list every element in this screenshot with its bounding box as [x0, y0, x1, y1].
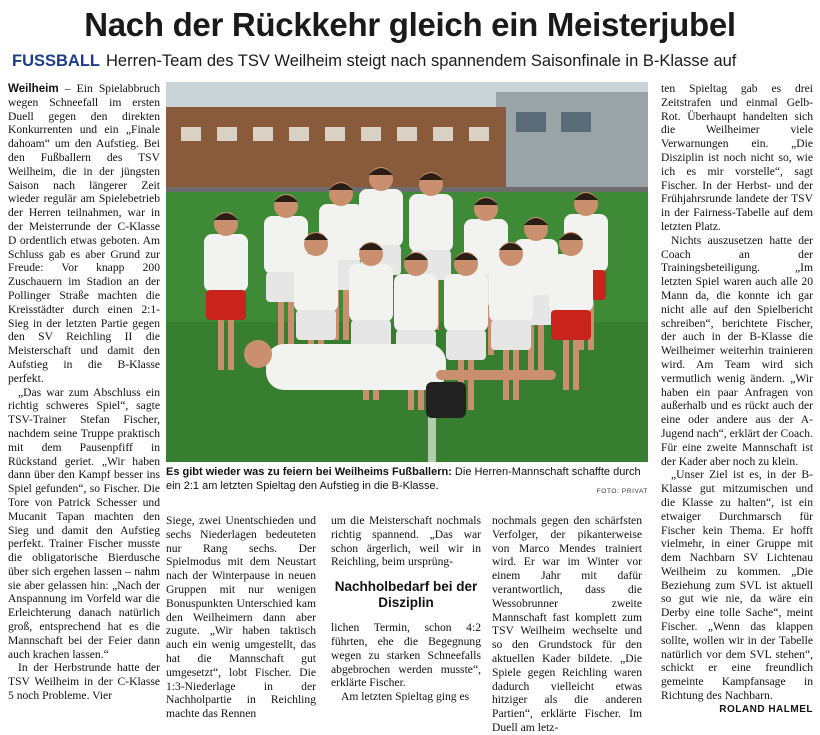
photo-player-shorts: [206, 290, 246, 320]
photo-player-leg: [343, 290, 349, 340]
photo-window: [516, 112, 546, 132]
team-photo: [166, 82, 648, 462]
article-paragraph: Am letzten Spieltag ging es: [341, 690, 470, 704]
photo-window: [253, 127, 273, 141]
photo-window: [181, 127, 201, 141]
photo-player-shirt: [294, 254, 338, 312]
article-column-2: [166, 514, 316, 721]
photo-player-shirt: [394, 274, 438, 332]
photo-player-shirt: [359, 189, 403, 247]
photo-player-leg: [228, 320, 234, 370]
photo-player-shirt: [444, 274, 488, 332]
photo-window: [325, 127, 345, 141]
photo-player-leg: [468, 360, 474, 410]
photo-building-right: [496, 92, 648, 202]
photo-window: [561, 112, 591, 132]
photo-player-leg: [538, 325, 544, 375]
subheadline-row: [12, 52, 812, 71]
photo-player-shirt: [409, 194, 453, 252]
subheadline: Herren-Team des TSV Weilheim steigt nach spannendem Saisonfinale in B-Klasse auf: [106, 52, 737, 70]
article-column-1: [8, 82, 160, 708]
photo-player-shirt: [204, 234, 248, 292]
photo-clubhouse: [166, 107, 506, 192]
photo-player-shirt: [349, 264, 393, 322]
article-paragraph: Siege, zwei Unentschieden und sechs Niederlagen bedeuteten nur Rang sechs. Der Spielmodus mit dem Neustart nach der Winterpause in neuen Gruppen mit nur wenigen Bonuspunkten Unterschied kam den Weilheimern dann aber zugute. „Wir haben taktisch auch ein wenig umgestellt, das hat die Mannschaft gut umgesetzt“, lobt Fischer. Die 1:3-Niederlage in der Nachholpartie in Reichling machte das Rennen: [166, 514, 316, 721]
photo-player-leg: [218, 320, 224, 370]
photo-lying-player-head: [244, 340, 272, 368]
photo-player-shorts: [296, 310, 336, 340]
article-paragraph: ten Spieltag gab es drei Zeitstrafen und einmal Gelb-Rot. Überhaupt handelten sich die Weilheimer viele Verwarnungen ein. „Die Disziplin ist noch nicht so, wie ich es mir vorstelle“, sagt Fischer. In der Herbst- und der Frühjahrsrunde landete der TSV in der Fairness-Tabelle auf dem letzten Platz.: [661, 82, 813, 233]
photo-player-shorts: [491, 320, 531, 350]
photo-player-leg: [573, 340, 579, 390]
photo-lying-player-shirt: [266, 344, 446, 390]
caption-text: Die Herren-Mannschaft schaffte durch ein 2:1 am letzten Spieltag den Aufstieg in die B-Klasse.: [166, 466, 641, 492]
article-column-4: [492, 514, 642, 734]
photo-caption: [166, 465, 648, 501]
article-column-3: [331, 514, 481, 708]
caption-lead: Es gibt wieder was zu feiern bei Weilheims Fußballern:: [166, 466, 452, 478]
photo-player-shorts: [446, 330, 486, 360]
team-celebration-image: [166, 82, 648, 462]
headline: Nach der Rückkehr gleich ein Meisterjubel: [84, 6, 736, 43]
photo-credit: FOTO: PRIVAT: [596, 488, 648, 495]
photo-window: [433, 127, 453, 141]
article-paragraph: „Unser Ziel ist es, in der B-Klasse gut mitzumischen und die Klasse zu halten“, ist ein etwaiger Durchmarsch für Fischer kein Thema. Er hofft vielmehr, in einer Gruppe mit dem Nachbarn SV Lichtenau Weilheim zu kommen. „Die Beziehung zum SVL ist aktuell so gut wie nie, da wäre ein Derby eine tolle Sache“, meint Fischer. „Wenn das klappen sollte, wollen wir in der Tabelle natürlich vor dem SVL stehen“, schickt er eine freundlich gemeinte Kampfansage in Richtung des Nachbarn. ROLAND HALMEL: [661, 468, 813, 715]
photo-window: [217, 127, 237, 141]
photo-player-shirt: [319, 204, 363, 262]
photo-player-leg: [563, 340, 569, 390]
article-paragraph: nochmals gegen den schärfsten Verfolger, der pikanterweise von Marco Mendes trainiert wird. Er war im Winter vor einem Jahr mit dafür verantwortlich, dass die Wessobrunner zweite Mannschaft fast komplett zum TSV Weilheim wechselte und so den Grundstock für den aktuellen Kader bildete. „Die Spiele gegen Reichling waren dadurch vielleicht etwas hitziger als die anderen Partien“, erklärte Fischer. Im Duell am letz-: [492, 514, 642, 734]
photo-window: [361, 127, 381, 141]
intertitle: Nachholbedarf bei der Disziplin: [334, 579, 478, 611]
photo-lying-player-shorts: [426, 382, 466, 418]
article-paragraph: lichen Termin, schon 4:2 führten, ehe die Begegnung wegen zu starken Schneefalls abgebrochen werden musste“, erklärte Fischer.: [331, 621, 481, 690]
article-paragraph: „Das war zum Abschluss ein richtig schweres Spiel“, sagte TSV-Trainer Stefan Fischer, nachdem seine Truppe praktisch mit dem Pausenpfiff in Rückstand geriet. „Wir haben dann über den Kampf besser ins Spiel gefunden“, so Fischer. Die Tore von Patrick Schesser und Mucanit Tapan machten den Sieg und damit den Aufstieg perfekt. Trainer Fischer musste die obligatorische Bierdusche über sich ergehen lassen – nahm sie aber gelassen hin: „Nach der Anspannung im Vorfeld war die Erleichterung danach natürlich groß, entsprechend hat es die Mannschaft bei der Feier dann auch krachen lassen.“: [8, 385, 160, 661]
article-paragraph: Nichts auszusetzen hatte der Coach an der Trainingsbeteiligung. „Im letzten Spiel waren auch alle 20 Mann da, die konnte ich gar nicht alle auf den Spielbericht schreiben“, berichtete Fischer, der auch in der B-Klasse die Weilheimer weiterhin trainieren wird. Am Team wird sich vermutlich wenig ändern. „Wir haben ein paar Anfragen von außerhalb und es rückt auch der eine oder andere aus der A-Jugend nach“, erklärt der Coach. Für eine zweite Mannschaft ist der Kader aber noch zu klein.: [661, 233, 813, 468]
article-paragraph: In der Herbstrunde hatte der TSV Weilheim in der C-Klasse 5 noch Probleme. Vier: [8, 661, 160, 703]
section-kicker: FUSSBALL: [12, 52, 100, 70]
article-column-5: [661, 82, 813, 715]
photo-player-shirt: [549, 254, 593, 312]
photo-player-shorts: [551, 310, 591, 340]
article-paragraph: Weilheim – Ein Spielabbruch wegen Schneefall im ersten Duell gegen den direkten Konkurrenten und ein „Finale dahoam“ um den Aufstieg. Bei den Fußballern des TSV Weilheim, die in der jüngsten Saison nach längerer Zeit wieder regulär am Spielebetrieb der Herren teilnahmen, war in der Meisterrunde der C-Klasse D ordentlich etwas geboten. Am Schluss gab es aber Grund zur Freude: Vor knapp 200 Zuschauern im Stadion an der Pollinger Straße machten die Kreisstädter durch einen 2:1-Sieg in der letzten Partie gegen den SV Reichling II die Meisterschaft und damit den Aufstieg in die B-Klasse perfekt.: [8, 82, 160, 385]
author-byline: ROLAND HALMEL: [719, 703, 813, 715]
photo-lying-player-leg: [436, 370, 556, 380]
photo-player-shirt: [489, 264, 533, 322]
photo-window: [289, 127, 309, 141]
photo-window: [397, 127, 417, 141]
photo-window: [469, 127, 489, 141]
dateline: Weilheim: [8, 82, 59, 95]
article-paragraph: um die Meisterschaft nochmals richtig spannend. „Das war schon ärgerlich, weil wir in Reichling, beim ursprüng-: [331, 514, 481, 569]
